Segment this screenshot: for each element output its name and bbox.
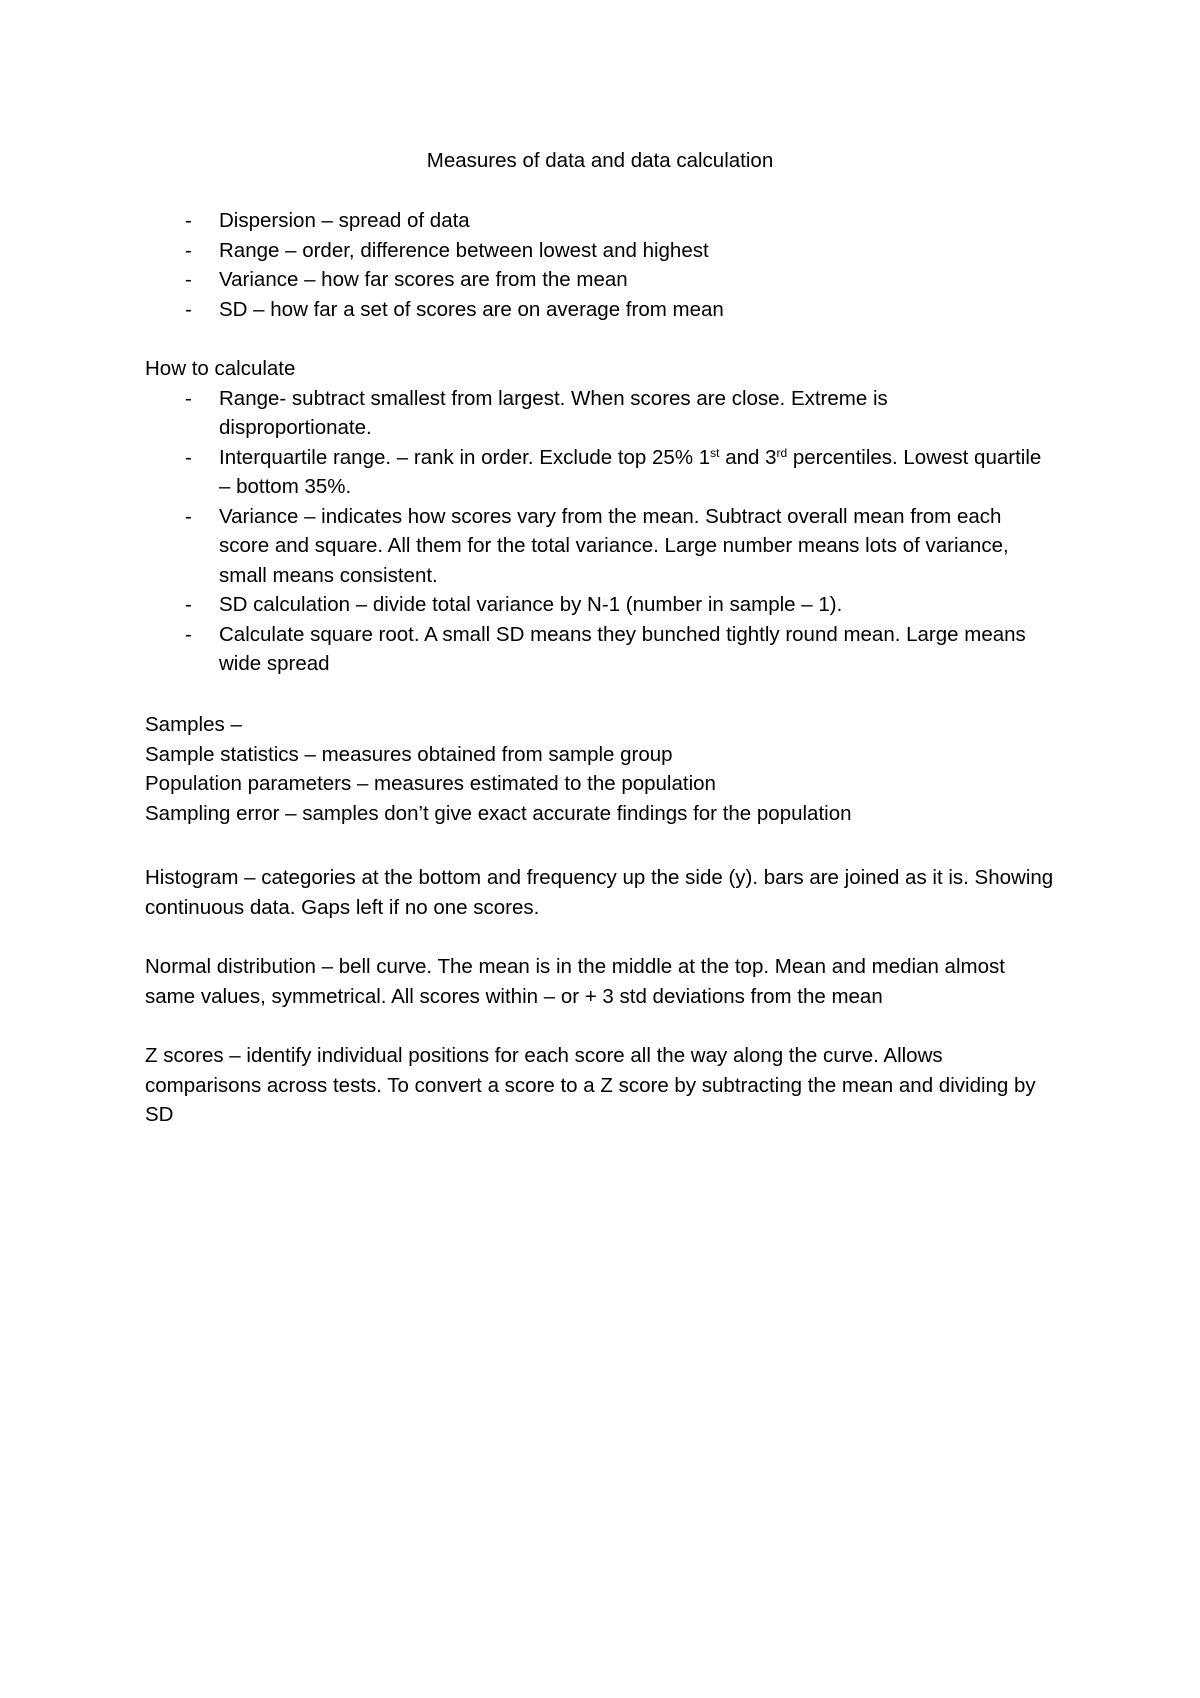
list-item: - Interquartile range. – rank in order. Exclude top 25% 1st and 3rd percentiles. Lowest quartile – bottom 35%. <box>145 443 1045 502</box>
measures-section <box>145 206 1045 324</box>
list-item: - SD calculation – divide total variance by N-1 (number in sample – 1). <box>145 590 1045 620</box>
dash-bullet: - <box>185 504 192 528</box>
dash-bullet: - <box>185 445 192 469</box>
histogram-paragraph: Histogram – categories at the bottom and frequency up the side (y). bars are joined as it is. Showing continuous data. Gaps left if no one scores. <box>145 866 1054 919</box>
text-line: Sampling error – samples don’t give exact accurate findings for the population <box>145 801 852 825</box>
how-to-list <box>145 384 1045 679</box>
dash-bullet: - <box>185 622 192 646</box>
samples-section <box>145 710 1045 828</box>
section-heading: Samples – <box>145 713 242 736</box>
list-item: - Range – order, difference between lowest and highest <box>145 236 1045 266</box>
list-item: - Range- subtract smallest from largest. When scores are close. Extreme is disproportionate. <box>145 384 1045 443</box>
how-to-section <box>145 354 1045 679</box>
document-title: Measures of data and data calculation <box>426 149 774 172</box>
text-line: Sample statistics – measures obtained from sample group <box>145 742 673 766</box>
list-item: - Dispersion – spread of data <box>145 206 1045 236</box>
list-item: - SD – how far a set of scores are on average from mean <box>145 295 1045 325</box>
dash-bullet: - <box>185 297 192 321</box>
list-item: - Variance – indicates how scores vary from the mean. Subtract overall mean from each score and square. All them for the total variance. Large number means lots of variance, small means consistent. <box>145 502 1045 591</box>
dash-bullet: - <box>185 386 192 410</box>
list-item: - Variance – how far scores are from the mean <box>145 265 1045 295</box>
text-line: Population parameters – measures estimated to the population <box>145 772 716 795</box>
z-scores-paragraph: Z scores – identify individual positions for each score all the way along the curve. Allows comparisons across tests. To convert a score to a Z score by subtracting the mean and dividing by SD <box>145 1044 1036 1126</box>
dash-bullet: - <box>185 209 192 232</box>
section-heading: How to calculate <box>145 357 296 380</box>
list-item: - Calculate square root. A small SD means they bunched tightly round mean. Large means wide spread <box>145 620 1045 679</box>
dash-bullet: - <box>185 238 192 262</box>
normal-distribution-paragraph: Normal distribution – bell curve. The mean is in the middle at the top. Mean and median almost same values, symmetrical. All scores within – or + 3 std deviations from the mean <box>145 955 1005 1008</box>
dash-bullet: - <box>185 593 192 616</box>
measures-list <box>145 206 1045 324</box>
dash-bullet: - <box>185 268 192 291</box>
